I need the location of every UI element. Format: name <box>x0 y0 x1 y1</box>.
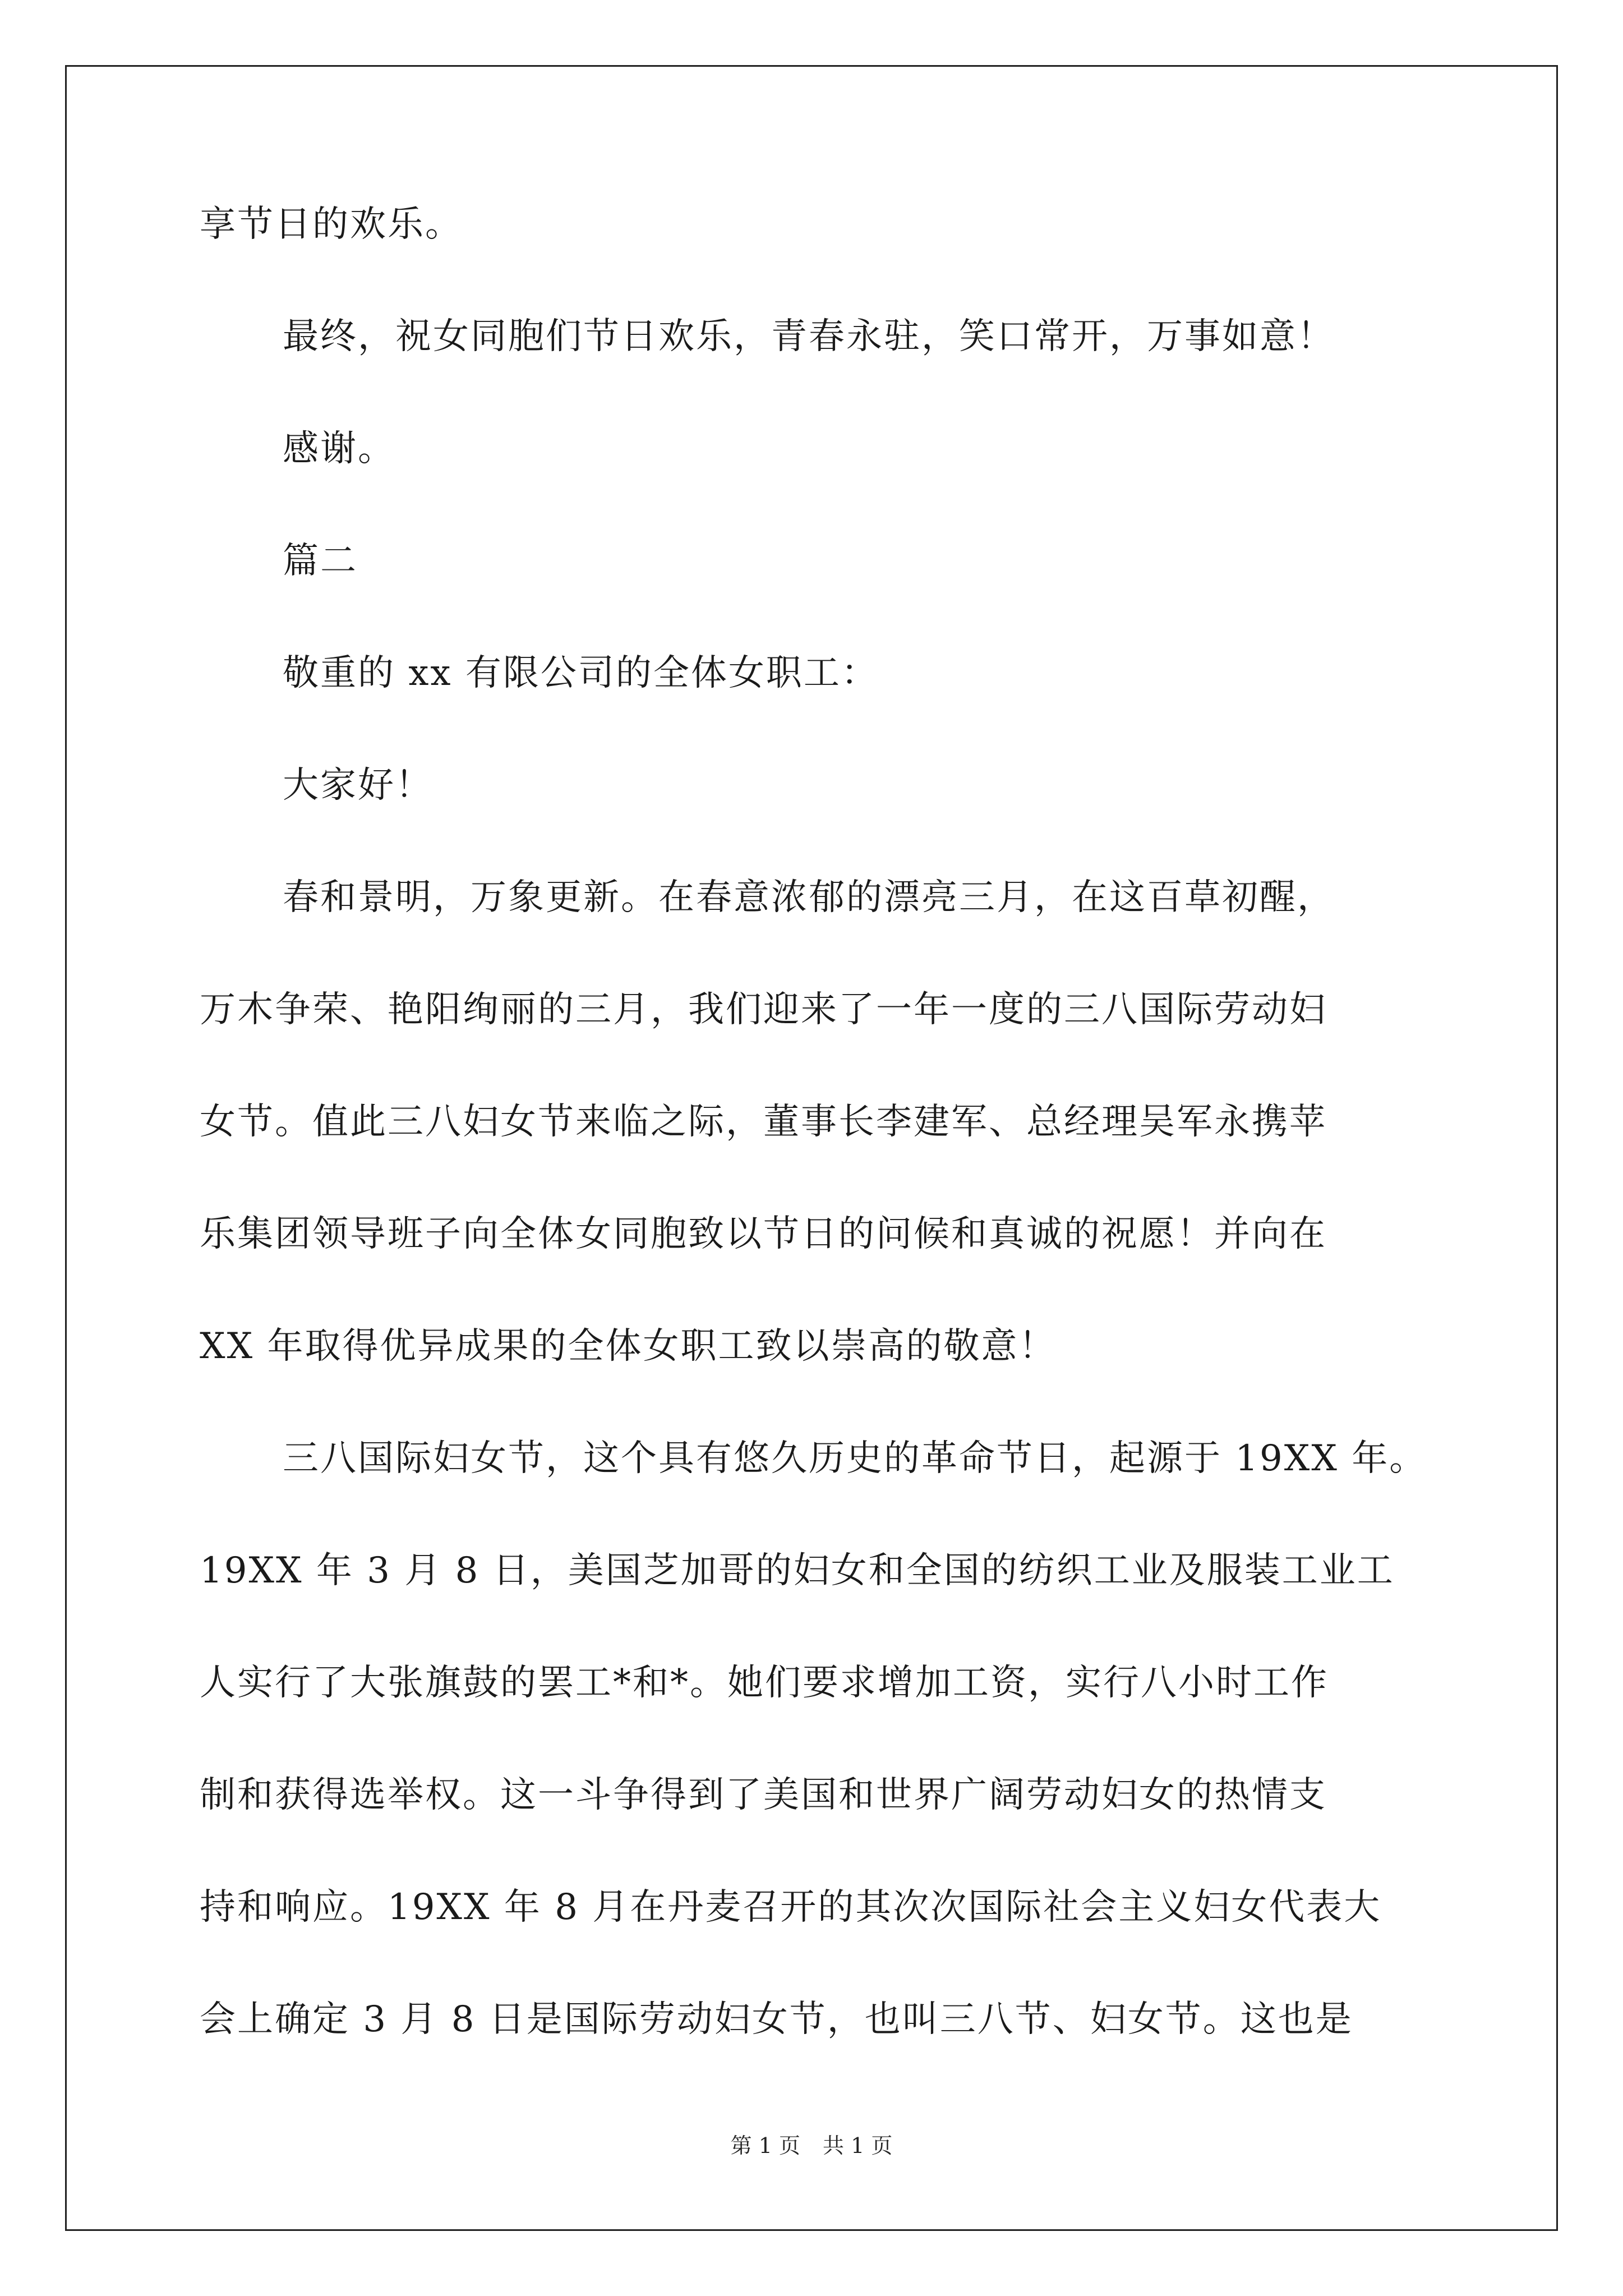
text-line: 女节。值此三八妇女节来临之际，董事长李建军、总经理吴军永携苹 <box>200 1101 1327 1143</box>
text-line: 人实行了大张旗鼓的罢工*和*。她们要求增加工资，实行八小时工作 <box>200 1662 1329 1704</box>
text-line: 享节日的欢乐。 <box>200 204 463 245</box>
text-line: 万木争荣、艳阳绚丽的三月，我们迎来了一年一度的三八国际劳动妇 <box>200 989 1327 1030</box>
total-pages: 共 1 页 <box>823 2133 893 2158</box>
greeting: 大家好！ <box>283 765 433 806</box>
page-footer <box>0 2132 1623 2160</box>
section-heading: 篇二 <box>283 540 358 582</box>
text-line: XX 年取得优异成果的全体女职工致以崇高的敬意！ <box>200 1326 1057 1367</box>
text-line: 会上确定 3 月 8 日是国际劳动妇女节，也叫三八节、妇女节。这也是 <box>200 1999 1353 2040</box>
text-line: 乐集团领导班子向全体女同胞致以节日的问候和真诚的祝愿！并向在 <box>200 1213 1327 1255</box>
text-line: 最终，祝女同胞们节日欢乐，青春永驻，笑口常开，万事如意！ <box>283 316 1335 357</box>
salutation: 敬重的 xx 有限公司的全体女职工： <box>283 652 879 694</box>
text-line: 三八国际妇女节，这个具有悠久历史的革命节日，起源于 19XX 年。 <box>283 1438 1427 1479</box>
page-number: 第 1 页 <box>730 2133 800 2158</box>
text-line: 感谢。 <box>283 428 395 470</box>
text-line: 持和响应。19XX 年 8 月在丹麦召开的其次次国际社会主义妇女代表大 <box>200 1887 1382 1928</box>
text-line: 19XX 年 3 月 8 日，美国芝加哥的妇女和全国的纺织工业及服装工业工 <box>200 1550 1395 1591</box>
text-line: 制和获得选举权。这一斗争得到了美国和世界广阔劳动妇女的热情支 <box>200 1774 1327 1816</box>
text-line: 春和景明，万象更新。在春意浓郁的漂亮三月，在这百草初醒， <box>283 877 1335 918</box>
